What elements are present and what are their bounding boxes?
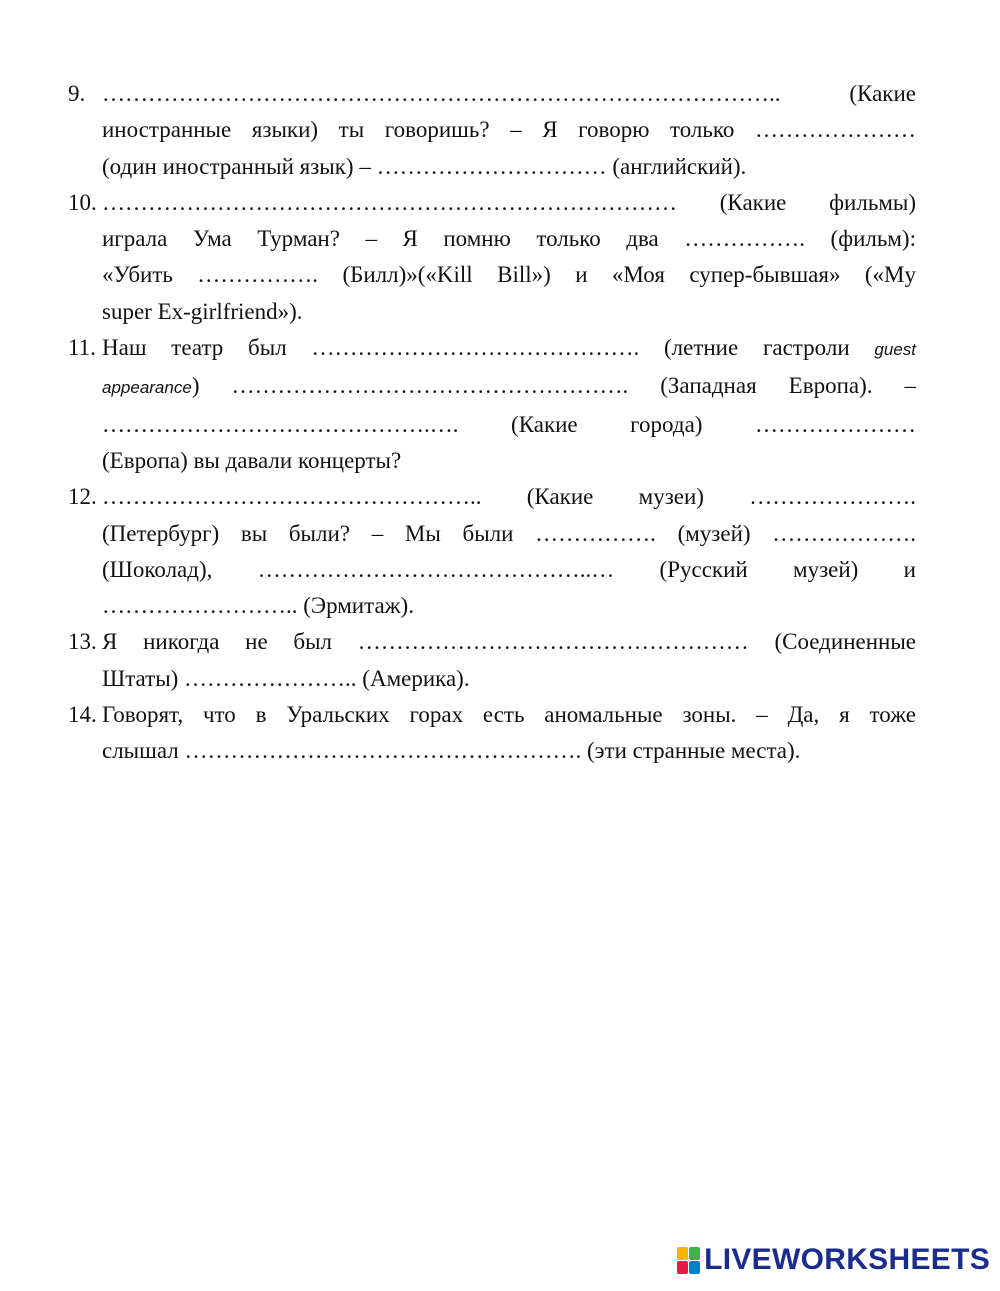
exercise-number: 12.: [68, 484, 97, 510]
text-line: (один иностранный язык) – ………………………… (английский).: [102, 153, 747, 179]
logo-tile: [689, 1261, 700, 1274]
text-line: «Убить ……………. (Билл)»(«Kill Bill») и «Моя супер-бывшая» («My: [102, 262, 916, 288]
exercise-text: [102, 479, 916, 624]
text-line: Штаты) ………………….. (Америка).: [102, 665, 470, 691]
gloss-word: appearance: [102, 378, 192, 398]
text-line: Я никогда не был …………………………………………… (Соединенные: [102, 629, 916, 655]
text-line: (Шоколад), ……………………………………..… (Русский музей) и: [102, 556, 916, 582]
gloss-close: ): [191, 373, 200, 399]
text-line: [102, 330, 916, 368]
exercise-12: [68, 479, 916, 624]
exercise-13: [68, 624, 916, 697]
text-line: слышал ……………………………………………. (эти странные места).: [102, 738, 801, 764]
text-line: Говорят, что в Уральских горах есть аномальные зоны. – Да, я тоже: [102, 702, 916, 728]
logo-tile: [677, 1261, 688, 1274]
text-line: (Петербург) вы были? – Мы были ……………. (музей) ……………….: [102, 520, 916, 546]
liveworksheets-brand: [677, 1243, 990, 1277]
exercise-text: [102, 185, 916, 330]
liveworksheets-logo-icon: [677, 1247, 700, 1274]
exercise-number: 11.: [68, 335, 96, 361]
text-segment: Наш театр был ……………………………………. (летние гастроли: [102, 335, 850, 361]
exercise-9: [68, 76, 916, 185]
exercise-text: [102, 76, 916, 185]
text-line: super Ex-girlfriend»).: [102, 298, 303, 324]
text-line: …………………………………….…. (Какие города) …………………: [102, 411, 916, 437]
text-line: иностранные языки) ты говоришь? – Я говорю только …………………: [102, 117, 916, 143]
gloss-word: guest: [874, 340, 917, 360]
exercise-11: [68, 330, 916, 479]
text-line: …………………………………………………………………………….. (Какие: [102, 81, 916, 106]
exercise-number: 9.: [68, 81, 86, 106]
text-segment: ……………………………………………. (Западная Европа). –: [231, 373, 916, 399]
exercise-14: [68, 697, 916, 770]
exercise-text: [102, 330, 916, 479]
exercise-10: [68, 185, 916, 330]
text-line: ………………………………………………………………… (Какие фильмы): [102, 189, 916, 215]
brand-name: LIVEWORKSHEETS: [704, 1243, 990, 1276]
text-line: (Европа) вы давали концерты?: [102, 447, 402, 473]
exercise-text: [102, 624, 916, 697]
exercise-text: [102, 697, 916, 770]
worksheet: [68, 76, 916, 770]
text-line: играла Ума Турман? – Я помню только два ……………. (фильм):: [102, 226, 916, 252]
text-line: …………………….. (Эрмитаж).: [102, 593, 414, 619]
text-line: [102, 368, 916, 406]
logo-tile: [677, 1247, 688, 1260]
logo-tile: [689, 1247, 700, 1260]
text-line: ………………………………………….. (Какие музеи) ………………….: [102, 484, 916, 510]
exercise-number: 14.: [68, 702, 97, 728]
exercise-number: 13.: [68, 629, 97, 655]
exercise-number: 10.: [68, 189, 97, 215]
